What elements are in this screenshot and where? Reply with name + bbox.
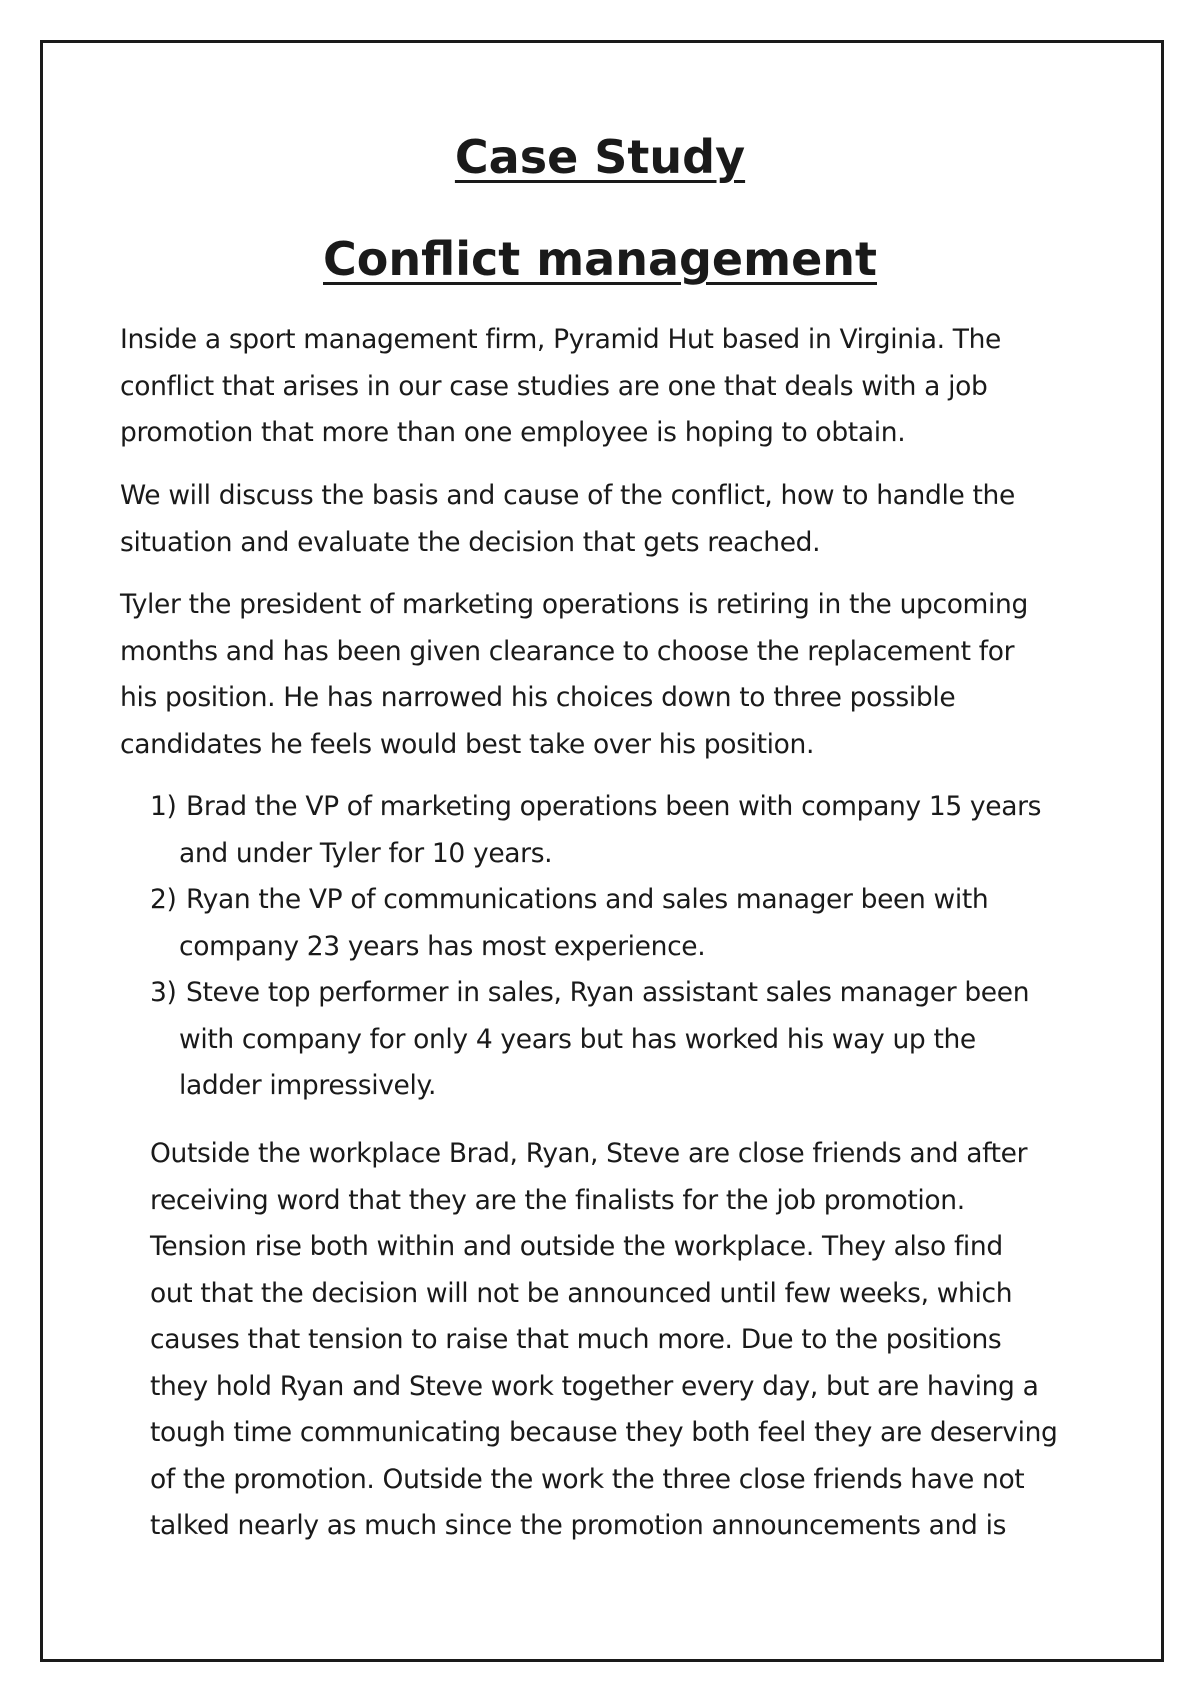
text-line: Tyler the president of marketing operations is retiring in the upcoming <box>120 589 1028 620</box>
list-item <box>150 784 1041 877</box>
text-line: tough time communicating because they both feel they are deserving <box>150 1417 1058 1448</box>
text-line: talked nearly as much since the promotion announcements and is <box>150 1510 1007 1541</box>
text-line: Tension rise both within and outside the workplace. They also find <box>150 1231 1003 1262</box>
document-title: Case Study <box>454 130 746 184</box>
text-line: Outside the workplace Brad, Ryan, Steve are close friends and after <box>150 1138 1028 1169</box>
text-line: ladder impressively. <box>179 1070 437 1101</box>
candidate-list <box>150 784 1041 1110</box>
text-line: Brad the VP of marketing operations been with company 15 years <box>186 791 1042 822</box>
document-subtitle: Conflict management <box>323 232 877 286</box>
text-line: candidates he feels would best take over his position. <box>120 728 815 760</box>
text-line: conflict that arises in our case studies are one that deals with a job <box>120 370 988 402</box>
list-number: 2) <box>150 884 177 915</box>
list-number: 1) <box>150 791 177 822</box>
text-line: Ryan the VP of communications and sales manager been with <box>186 884 989 915</box>
text-line: with company for only 4 years but has worked his way up the <box>179 1023 976 1055</box>
text-line: We will discuss the basis and cause of the conflict, how to handle the <box>120 480 1015 511</box>
text-line: of the promotion. Outside the work the three close friends have not <box>150 1463 1025 1495</box>
text-line: months and has been given clearance to choose the replacement for <box>120 635 1015 667</box>
list-item <box>150 877 1041 970</box>
text-line: Inside a sport management firm, Pyramid Hut based in Virginia. The <box>120 324 1001 355</box>
text-line: out that the decision will not be announced until few weeks, which <box>150 1277 1013 1309</box>
text-line: they hold Ryan and Steve work together every day, but are having a <box>150 1370 1039 1402</box>
text-line: receiving word that they are the finalists for the job promotion. <box>150 1184 965 1216</box>
text-line: promotion that more than one employee is hoping to obtain. <box>120 417 906 448</box>
text-line: his position. He has narrowed his choices down to three possible <box>120 682 956 713</box>
text-line: situation and evaluate the decision that gets reached. <box>120 526 821 558</box>
text-line: and under Tyler for 10 years. <box>179 837 553 869</box>
background-paragraph <box>120 582 1028 768</box>
text-line: causes that tension to raise that much more. Due to the positions <box>150 1324 1002 1355</box>
purpose-paragraph <box>120 473 1015 566</box>
text-line: company 23 years has most experience. <box>179 930 706 962</box>
list-item <box>150 970 1041 1110</box>
list-number: 3) <box>150 977 177 1008</box>
intro-paragraph <box>120 317 1001 457</box>
text-line: Steve top performer in sales, Ryan assistant sales manager been <box>186 977 1030 1008</box>
situation-paragraph <box>150 1131 1058 1550</box>
